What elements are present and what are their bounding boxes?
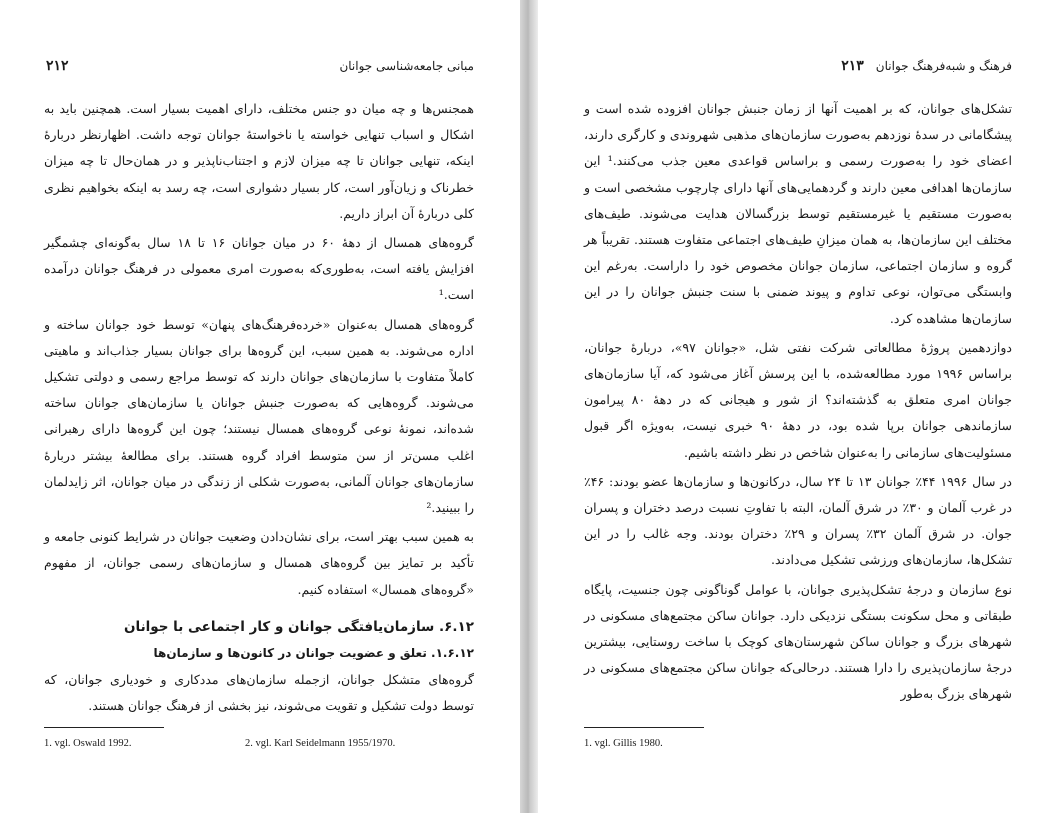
left-page-number: ۲۱۲: [46, 58, 69, 74]
right-paragraph-3: در سال ۱۹۹۶ ۴۴٪ جوانان ۱۳ تا ۲۴ سال، درکانون‌ها و سازمان‌ها عضو بودند: ۴۶٪ در غرب آلمان و ۳۰٪ در شرق آلمان، البته با تفاوتِ نسبت درصد دختران و پسران جوان. در شرق آلمان ۳۲٪ پسران و ۲۹٪ دختران بودند. وجه غالب را در این تشکل‌ها، سازمان‌های ورزشی تشکیل می‌دادند.: [584, 473, 1012, 568]
left-footnote-1: 1. vgl. Oswald 1992.: [44, 738, 132, 749]
right-paragraph-1: تشکل‌های جوانان، که بر اهمیت آنها از زمان جنبش جوانان افزوده شده است و پیشگامانی در سدهٔ نوزدهم به‌صورت سازمان‌های مذهبی شهروندی و کارگری دارند، اعضای خود را به‌صورت رسمی و براساس قواعدی معین جذب می‌کنند.¹ این سازمان‌ها اهدافی معین دارند و گردهمایی‌های آنها دارای چارچوب مشخصی است و به‌صورت مستقیم یا غیرمستقیم توسط بزرگسالان هدایت می‌شوند. طیف‌های مختلف این سازمان‌ها، به همان میزانِ طیف‌های اجتماعی متفاوت هستند. تقریباً هر گروه و سازمان اجتماعی، سازمان جوانان مخصوص خود را داراست. به‌رغم این وابستگی می‌توان، نوعی تداوم و پیوند ضمنی با سنت جنبش جوانان را در این سازمان‌ها مشاهده کرد.: [584, 101, 1012, 326]
left-running-title: مبانی جامعه‌شناسی جوانان: [339, 59, 474, 73]
right-footnote-rule: [584, 727, 704, 728]
subsection-heading: ۱.۶.۱۲. تعلق و عضویت جوانان در کانون‌ها و سازمان‌ها: [153, 645, 474, 660]
left-paragraph-3: گروه‌های همسال به‌عنوان «خرده‌فرهنگ‌های پنهان» توسط خود جوانان ساخته و اداره می‌شوند. به همین سبب، این گروه‌ها برای جوانان بسیار جذاب‌اند و ماهیتی کاملاً متفاوت با سازمان‌های جوانان دارند که توسط مراجع رسمی و دولتی تشکیل می‌شوند. گروه‌هایی که به‌صورت جنبش جوانان یا سازمان‌های جوانان ساخته شده‌اند، نمونهٔ نوعی گروه‌های همسال نیستند؛ چون این گروه‌ها دارای رهبرانی اغلب مسن‌تر از سن متوسط افراد گروه هستند. برای مطالعهٔ بیشتر دربارهٔ سازمان‌های جوانان آلمانی، به‌صورت شکلی از زندگی در میان جوانان، اثر زایدلمان را ببینید.²: [44, 316, 474, 516]
left-paragraph-1: همجنس‌ها و چه میان دو جنس مختلف، دارای اهمیت بسیار است. همچنین باید به اشکال و اسباب تنهایی خواسته یا ناخواستهٔ جوانان توجه داشت. اظهارنظر دربارهٔ اینکه، تنهایی جوانان تا چه میزان لازم و اجتناب‌ناپذیر و در همان‌حال تا چه میزان خطرناک و زیان‌آور است، کار بسیار دشواری است، چه رسد به اینکه بخواهیم نظری کلی دربارهٔ آن ابراز داریم.: [44, 101, 474, 221]
right-paragraph-4: نوع سازمان و درجهٔ تشکل‌پذیری جوانان، با عوامل گوناگونی چون جنسیت، پایگاه طبقاتی و محل سکونت بستگی نزدیکی دارد. جوانان ساکن مجتمع‌های مسکونی در شهرهای بزرگ و جوانان ساکن شهرستان‌های کوچک با ساخت روستایی، بیشترین درجهٔ سازمان‌پذیری را دارا هستند. درحالی‌که جوانان ساکن مجتمع‌های مسکونی در شهرهای بزرگ به‌طور: [584, 581, 1012, 702]
left-paragraph-5: گروه‌های متشکل جوانان، ازجمله سازمان‌های مددکاری و خودیاری جوانان، که توسط دولت تشکیل و تقویت می‌شوند، نیز بخشی از فرهنگ جوانان هستند.: [44, 671, 474, 714]
left-page: [0, 0, 520, 813]
left-paragraph-4: به همین سبب بهتر است، برای نشان‌دادن وضعیت جوانان در شرایط کنونی جامعه و تأکید بر تمایز بین گروه‌های همسال و سازمان‌های رسمی جوانان، از مفهوم «گروه‌های همسال» استفاده کنیم.: [44, 529, 474, 597]
left-page-header: [46, 58, 474, 82]
right-page-header: [584, 58, 1012, 82]
book-gutter: [520, 0, 538, 813]
right-page: [538, 0, 1058, 813]
right-running-title: فرهنگ و شبه‌فرهنگ جوانان: [875, 59, 1012, 73]
left-footnote-2: 2. vgl. Karl Seidelmann 1955/1970.: [245, 738, 396, 749]
section-heading: ۶.۱۲. سازمان‌یافتگی جوانان و کار اجتماعی با جوانان: [123, 618, 474, 635]
right-page-body: [584, 96, 1012, 711]
left-page-body: [44, 96, 474, 722]
right-page-number: ۲۱۳: [841, 58, 864, 74]
left-footnote-rule: [44, 727, 164, 728]
right-paragraph-2: دوازدهمین پروژهٔ مطالعاتی شرکت نفتی شل، «جوانان ۹۷»، دربارهٔ جوانان، براساس ۱۹۹۶ مورد مطالعه‌شده، با این پرسش آغاز می‌شود که، آیا سازمان‌های جوانان امری متعلق به گذشته‌اند؟ از شور و هیجانی که در دههٔ ۸۰ پیرامون سازماندهی جوانان برپا شده بود، در دههٔ ۹۰ خبری نیست، به‌ویژه اگر قبول مسئولیت‌های سازمانی را به‌عنوان شاخص در نظر داشته باشیم.: [584, 339, 1012, 460]
left-paragraph-2: گروه‌های همسال از دههٔ ۶۰ در میان جوانان ۱۶ تا ۱۸ سال به‌گونه‌ای چشمگیر افزایش یافته است، به‌طوری‌که به‌صورت امری معمولی در فرهنگ جوانان درآمده است.¹: [44, 235, 475, 303]
right-footnote-1: 1. vgl. Gillis 1980.: [584, 738, 663, 749]
